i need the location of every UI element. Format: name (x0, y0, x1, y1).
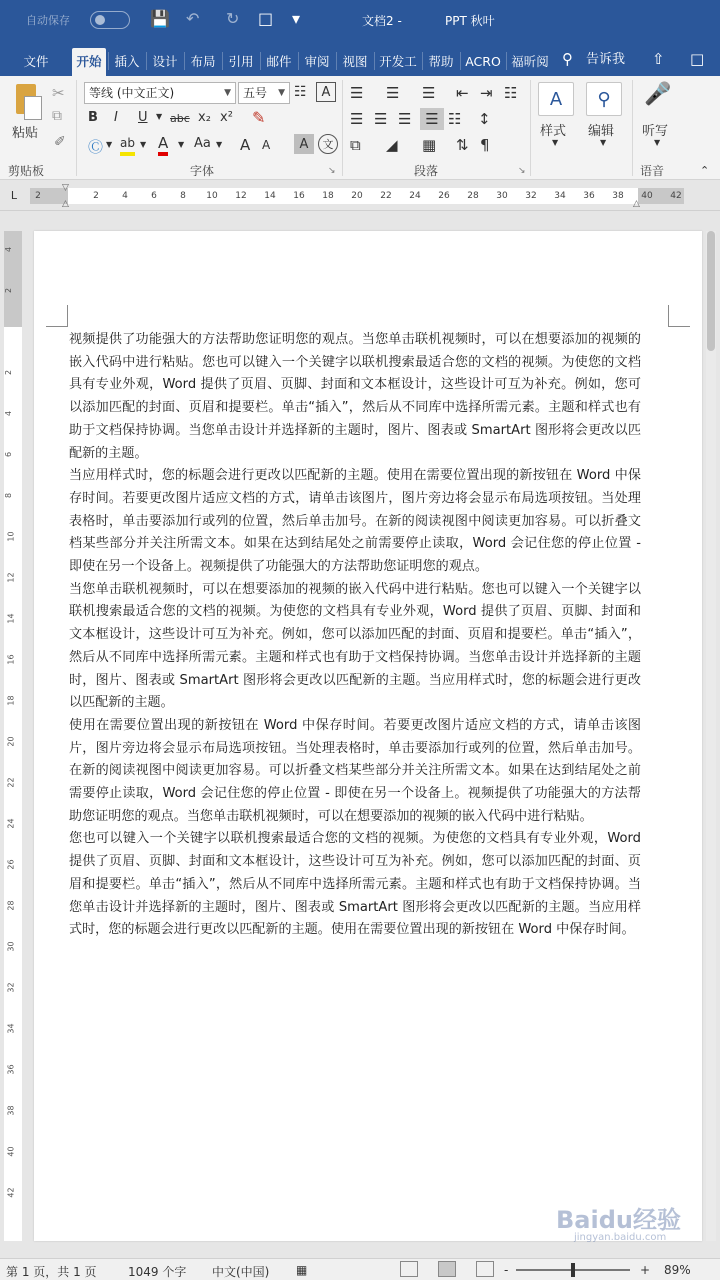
tab-separator (184, 52, 185, 70)
vertical-ruler-number: 26 (6, 859, 16, 870)
vertical-ruler-number: 32 (6, 982, 16, 993)
margin-corner-mark (668, 305, 690, 327)
title-bar (0, 0, 720, 42)
font-color-button[interactable]: A (158, 134, 168, 156)
borders-icon[interactable]: ▦ (422, 136, 437, 154)
vertical-ruler-number: 6 (4, 451, 14, 458)
chevron-down-icon[interactable]: ▼ (600, 138, 607, 147)
ruler-number: 30 (496, 191, 508, 201)
clipboard-group-label: 剪贴板 (8, 164, 45, 178)
microphone-icon[interactable]: 🎤 (644, 82, 672, 107)
char-border-icon[interactable]: A (316, 82, 336, 102)
first-line-indent-icon[interactable]: ▽ (62, 183, 69, 193)
asian-sort-icon[interactable]: ⇅ (456, 136, 469, 154)
tab-separator (298, 52, 299, 70)
web-layout-button[interactable] (476, 1261, 494, 1277)
vertical-ruler-number: 42 (6, 1187, 16, 1198)
subscript-button[interactable]: x₂ (198, 110, 211, 125)
tab-acrobat[interactable]: ACRO (465, 54, 501, 69)
tab-separator (460, 52, 461, 70)
cut-icon[interactable]: ✂ (52, 84, 65, 102)
paragraph[interactable]: 视频提供了功能强大的方法帮助您证明您的观点。当您单击联机视频时，可以在想要添加的视频的嵌入代码中进行粘贴。您也可以键入一个关键字以联机搜索最适合您的文档的视频。为使您的文档具有专业外观，Word 提供了页眉、页脚、封面和文本框设计，这些设计可互为补充。例如，您可以添加匹配的封面、页眉和提要栏。单击“插入”，然后从不同库中选择所需元素。主题和样式也有助于文档保持协调。当您单击设计并选择新的主题时，图片、图表或 SmartArt 图形将会更改以匹配新的主题。 (69, 332, 641, 461)
line-spacing-icon[interactable]: ↕ (478, 110, 491, 128)
distributed-icon[interactable]: ☷ (448, 110, 462, 128)
paragraph[interactable]: 当您单击联机视频时，可以在想要添加的视频的嵌入代码中进行粘贴。您也可以键入一个关键字以联机搜索最适合您的文档的视频。为使您的文档具有专业外观，Word 提供了页眉、页脚、封面和文本框设计，这些设计可互为补充。例如，您可以添加匹配的封面、页眉和提要栏。单击“插入”，然后从不同库中选择所需元素。主题和样式也有助于文档保持协调。当您单击设计并选择新的主题时，图片、图表或 SmartArt 图形将会更改以匹配新的主题。当应用样式时，您的标题会进行更改以匹配新的主题。 (69, 581, 641, 711)
ruler-number: 8 (180, 191, 186, 201)
document-body[interactable] (69, 329, 641, 942)
tab-design[interactable]: 设计 (152, 54, 178, 69)
tab-references[interactable]: 引用 (228, 54, 254, 69)
scrollbar-thumb[interactable] (707, 231, 715, 351)
tab-home[interactable]: 开始 (72, 48, 106, 76)
tab-separator (260, 52, 261, 70)
ruler-number: 14 (264, 191, 276, 201)
justify-icon[interactable]: ☰ (420, 108, 444, 130)
tab-separator (506, 52, 507, 70)
show-marks-icon[interactable]: ¶ (480, 136, 490, 154)
char-shading-button[interactable]: A (294, 134, 314, 154)
ruler-number: 26 (438, 191, 450, 201)
decrease-indent-icon[interactable]: ⇤ (456, 84, 469, 102)
ruler-number: 2 (93, 191, 99, 201)
paste-icon[interactable] (10, 84, 42, 122)
vertical-ruler-number: 24 (6, 818, 16, 829)
ribbon-home (0, 76, 720, 180)
vertical-ruler-number: 14 (6, 613, 16, 624)
enclose-char-button[interactable]: 文 (318, 134, 338, 154)
chevron-down-icon[interactable]: ▼ (178, 140, 185, 149)
editing-button[interactable]: 编辑 (588, 124, 615, 139)
vertical-scrollbar[interactable] (706, 231, 716, 1241)
page-count[interactable]: 第 1 页，共 1 页 (6, 1265, 97, 1279)
dialog-launcher-icon[interactable]: ↘ (328, 166, 336, 176)
chevron-down-icon[interactable]: ▼ (140, 140, 147, 149)
ruler-number: 20 (351, 191, 363, 201)
tab-developer[interactable]: 开发工 (379, 54, 417, 69)
italic-button[interactable]: I (114, 110, 118, 125)
font-size-select[interactable] (238, 82, 290, 104)
print-layout-button[interactable] (438, 1261, 456, 1277)
hanging-indent-icon[interactable]: △ (62, 199, 69, 209)
tab-separator (374, 52, 375, 70)
sort-icon[interactable]: ☷ (504, 84, 518, 102)
comments-icon[interactable]: □ (690, 50, 705, 68)
tab-help[interactable]: 帮助 (428, 54, 454, 69)
underline-button[interactable]: U (138, 110, 148, 125)
align-left-icon[interactable]: ☰ (350, 110, 364, 128)
horizontal-ruler[interactable] (0, 181, 720, 211)
document-title: 文档2 - (362, 14, 402, 28)
superscript-button[interactable]: x² (220, 110, 233, 125)
vertical-ruler-number: 16 (6, 654, 16, 665)
undo-icon[interactable]: ↶ (186, 9, 200, 28)
document-page[interactable] (34, 231, 702, 1241)
search-icon[interactable]: ⚲ (586, 82, 622, 116)
vertical-ruler-number: 34 (6, 1023, 16, 1034)
group-divider (342, 80, 343, 176)
vertical-ruler (4, 231, 22, 1241)
ruler-number: 42 (670, 191, 682, 201)
vertical-ruler-number: 28 (6, 900, 16, 911)
paste-button[interactable]: 粘贴 (12, 126, 39, 141)
vertical-ruler-number: 4 (4, 410, 14, 417)
increase-indent-icon[interactable]: ⇥ (480, 84, 493, 102)
grow-font-button[interactable]: A (240, 136, 251, 154)
ruler-number: 2 (35, 191, 41, 201)
app-title: PPT 秋叶 (445, 14, 495, 28)
vertical-ruler-margin (4, 231, 22, 327)
align-center-icon[interactable]: ☰ (374, 110, 388, 128)
group-divider (632, 80, 633, 176)
save-icon[interactable]: 💾 (150, 9, 170, 28)
tab-review[interactable]: 审阅 (304, 54, 330, 69)
text-effects-icon[interactable]: Ⓒ (88, 138, 104, 156)
ruler-number: 18 (322, 191, 334, 201)
font-group-label: 字体 (190, 164, 215, 178)
accessibility-icon[interactable]: ▦ (296, 1263, 308, 1277)
zoom-out-button[interactable]: - (504, 1263, 509, 1277)
tab-insert[interactable]: 插入 (114, 54, 140, 69)
strikethrough-button[interactable]: abc (170, 112, 190, 125)
paragraph[interactable]: 使用在需要位置出现的新按钮在 Word 中保存时间。若要更改图片适应文档的方式，请单击该图片，图片旁边将会显示布局选项按钮。当处理表格时，单击要添加行或列的位置，然后单击加号。在新的阅读视图中阅读更加容易。可以折叠文档某些部分并关注所需文本。如果在达到结尾处之前需要停止读取，Word 会记住您的停止位置 - 即使在另一个设备上。视频提供了功能强大的方法帮助您证明您的观点。当您单击联机视频时，可以在想要添加的视频的嵌入代码中进行粘贴。 (69, 717, 641, 824)
chevron-down-icon[interactable]: ▼ (216, 140, 223, 149)
bullets-icon[interactable]: ☰ (350, 84, 364, 102)
vertical-ruler-number: 8 (4, 492, 14, 499)
ruler-number: 6 (151, 191, 157, 201)
numbering-icon[interactable]: ☰ (386, 84, 400, 102)
tab-separator (146, 52, 147, 70)
copy-icon[interactable]: ⧉ (52, 108, 62, 124)
read-mode-button[interactable] (400, 1261, 418, 1277)
vertical-ruler-number: 2 (4, 287, 14, 294)
clear-formatting-icon[interactable]: ✎ (252, 108, 266, 127)
shading-icon[interactable]: ◢ (386, 136, 398, 154)
ruler-number: 36 (583, 191, 595, 201)
ruler-number: 40 (641, 191, 653, 201)
chevron-down-icon[interactable]: ▼ (552, 138, 559, 147)
dialog-launcher-icon[interactable]: ↘ (518, 166, 526, 176)
zoom-in-button[interactable]: + (640, 1263, 651, 1277)
tab-view[interactable]: 视图 (342, 54, 368, 69)
touch-mode-icon[interactable]: □ (258, 9, 274, 28)
highlight-button[interactable]: ab (120, 134, 135, 156)
styles-icon[interactable]: A (538, 82, 574, 116)
watermark-url: jingyan.baidu.com (574, 1232, 667, 1243)
ruler-number: 16 (293, 191, 305, 201)
vertical-ruler-number: 12 (6, 572, 16, 583)
tab-separator (336, 52, 337, 70)
align-right-icon[interactable]: ☰ (398, 110, 412, 128)
change-case-button[interactable]: Aa (194, 136, 211, 151)
chevron-down-icon[interactable]: ▼ (106, 140, 113, 149)
group-divider (530, 80, 531, 176)
zoom-level[interactable]: 89% (664, 1263, 691, 1277)
vertical-ruler-number: 22 (6, 777, 16, 788)
lightbulb-icon: ⚲ (562, 50, 573, 68)
vertical-ruler-number: 20 (6, 736, 16, 747)
vertical-ruler-number: 36 (6, 1064, 16, 1075)
font-name-value: 等线 (中文正文) (89, 86, 175, 100)
vertical-ruler-number: 38 (6, 1105, 16, 1116)
vertical-ruler-number: 18 (6, 695, 16, 706)
paragraph[interactable]: 您也可以键入一个关键字以联机搜索最适合您的文档的视频。为使您的文档具有专业外观，Word 提供了页眉、页脚、封面和文本框设计，这些设计可互为补充。例如，您可以添加匹配的封面、页眉和提要栏。单击“插入”，然后从不同库中选择所需元素。主题和样式也有助于文档保持协调。当您单击设计并选择新的主题时，图片、图表或 SmartArt 图形将会更改以匹配新的主题。当应用样式时，您的标题会进行更改以匹配新的主题。使用在需要位置出现的新按钮在 Word 中保存时间。 (69, 831, 641, 938)
vertical-ruler-number: 40 (6, 1146, 16, 1157)
status-bar (0, 1258, 720, 1280)
zoom-slider-thumb[interactable] (571, 1263, 575, 1277)
tab-separator (108, 52, 109, 70)
ruler-number: 38 (612, 191, 624, 201)
dictate-button[interactable]: 听写 (642, 124, 669, 139)
chevron-down-icon: ▼ (224, 88, 231, 98)
format-painter-icon[interactable]: ✐ (54, 134, 66, 150)
share-icon[interactable]: ⇧ (652, 50, 665, 68)
shrink-font-button[interactable]: A (262, 138, 271, 152)
vertical-ruler-number: 4 (4, 246, 14, 253)
vertical-ruler-number: 10 (6, 531, 16, 542)
tab-separator (422, 52, 423, 70)
styles-button[interactable]: 样式 (540, 124, 567, 139)
watermark-logo: Baidu经验 (556, 1206, 681, 1234)
collapse-ribbon-icon[interactable]: ⌃ (700, 164, 710, 177)
ruler-number: 34 (554, 191, 566, 201)
chevron-down-icon[interactable]: ▼ (654, 138, 661, 147)
ruler-number: 4 (122, 191, 128, 201)
multilevel-list-icon[interactable]: ☰ (422, 84, 436, 102)
tab-file[interactable]: 文件 (23, 54, 49, 69)
ruler-number: 12 (235, 191, 247, 201)
autosave-label: 自动保存 (26, 14, 70, 27)
right-indent-icon[interactable]: △ (633, 199, 640, 209)
autosave-toggle[interactable] (90, 11, 130, 29)
tab-layout[interactable]: 布局 (190, 54, 216, 69)
ruler-number: 32 (525, 191, 537, 201)
word-count[interactable]: 1049 个字 (128, 1265, 187, 1279)
tab-foxit[interactable]: 福昕阅 (511, 54, 549, 69)
tab-selector[interactable]: L (10, 189, 18, 202)
ruler-number: 22 (380, 191, 392, 201)
paragraph[interactable]: 当应用样式时，您的标题会进行更改以匹配新的主题。使用在需要位置出现的新按钮在 Word 中保存时间。若要更改图片适应文档的方式，请单击该图片，图片旁边将会显示布局选项按钮。当处理表格时，单击要添加行或列的位置，然后单击加号。在新的阅读视图中阅读更加容易。可以折叠文档某些部分并关注所需文本。如果在达到结尾处之前需要停止读取，Word 会记住您的停止位置 - 即使在另一个设备上。视频提供了功能强大的方法帮助您证明您的观点。 (69, 468, 641, 575)
ruler-number: 24 (409, 191, 421, 201)
font-name-select[interactable] (84, 82, 236, 104)
tab-separator (222, 52, 223, 70)
change-case-icon[interactable]: ☷ (294, 84, 307, 100)
voice-group-label: 语音 (640, 164, 665, 178)
group-divider (76, 80, 77, 176)
tab-mailings[interactable]: 邮件 (266, 54, 292, 69)
font-size-value: 五号 (243, 86, 268, 100)
margin-corner-mark (46, 305, 68, 327)
customize-icon[interactable]: ▾ (292, 9, 301, 28)
vertical-ruler-number: 30 (6, 941, 16, 952)
vertical-ruler-number: 2 (4, 369, 14, 376)
bold-button[interactable]: B (88, 110, 98, 125)
chinese-layout-icon[interactable]: ⧉ (350, 136, 361, 154)
redo-icon[interactable]: ↻ (226, 9, 240, 28)
ruler-number: 28 (467, 191, 479, 201)
tell-me-search[interactable]: 告诉我 (586, 52, 626, 67)
language-indicator[interactable]: 中文(中国) (212, 1265, 270, 1279)
chevron-down-icon: ▼ (278, 88, 285, 98)
chevron-down-icon[interactable]: ▼ (156, 112, 163, 121)
ruler-number: 10 (206, 191, 218, 201)
paragraph-group-label: 段落 (414, 164, 439, 178)
